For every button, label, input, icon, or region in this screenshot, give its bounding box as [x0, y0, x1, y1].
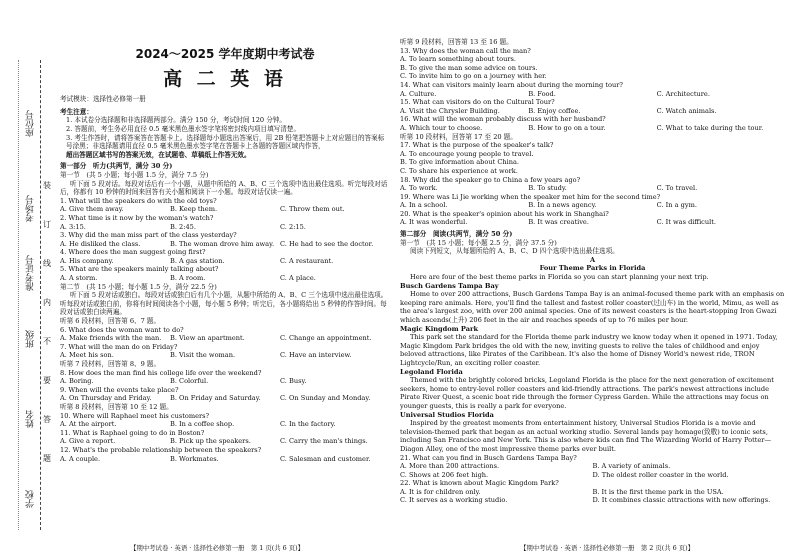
material-9: 听第 9 段材料，回答第 13 至 16 题。	[400, 38, 513, 46]
question-18: 18. Why did the speaker go to China a few years ago?	[400, 175, 581, 184]
options-7: A. Meet his son. B. Visit the woman. C. Have an interview.	[60, 351, 352, 360]
binding-word: 答	[43, 415, 51, 424]
binding-word: 线	[43, 259, 51, 268]
question-17: 17. What is the purpose of the speaker's talk?	[400, 141, 554, 150]
note-item-emphasis: 超出答题区域书写的答案无效，在试题卷、草稿纸上作答无效。	[66, 150, 251, 159]
section1-heading: 第一节 (共 5 小题；每小题 1.5 分，满分 7.5 分)	[60, 170, 209, 179]
question-12: 12. What's the probable relationship between the speakers?	[60, 445, 262, 454]
part1-heading: 第一部分 听力(共两节，满分 30 分)	[60, 162, 173, 171]
exam-year-title: 2024～2025 学年度期中考试卷	[135, 47, 315, 61]
label-class: 班级	[26, 330, 36, 348]
material-6: 听第 6 段材料，回答第 6、7 题。	[60, 317, 161, 326]
options-18: A. To work. B. To study. C. To travel.	[400, 184, 698, 193]
options-9: A. On Thursday and Friday. B. On Friday and Saturday. C. On Sunday and Monday.	[60, 394, 371, 403]
note-item: 2. 答题前，考生务必用直径 0.5 毫米黑色墨水签字笔将密封线内项目填写清楚。	[66, 124, 301, 133]
park-text-legoland: Themed with the brightly colored bricks, Legoland Florida is the place for the next generation of excitement seekers, home to entry-level roller coasters and kid-friendly attractions. The park's newest attractions include Pirate River Quest, a scenic boat ride through the former Cypress Garden. While the attractions may focus on younger guests, this is really a park for everyone.	[400, 376, 774, 410]
options-4: A. His company. B. A gas station. C. A restaurant.	[60, 256, 334, 265]
option-13c: C. To invite him to go on a journey with her.	[400, 72, 547, 81]
right-column	[400, 0, 785, 560]
part2-heading: 第二部分 阅读(共两节，满分 50 分)	[400, 230, 513, 239]
material-10: 听第 10 段材料，回答第 17 至 20 题。	[400, 132, 517, 141]
label-school: 学校	[26, 490, 36, 508]
options-10: A. At the airport. B. In a coffee shop. C. In the factory.	[60, 420, 336, 429]
question-15: 15. What can visitors do on the Cultural Tour?	[400, 98, 555, 107]
question-7: 7. What will the man do on Friday?	[60, 342, 178, 351]
binding-word: 题	[43, 454, 51, 463]
options-2: A. 3:15. B. 2:45. C. 2:15.	[60, 222, 306, 231]
options-15: A. Visit the Chrysler Building. B. Enjoy coffee. C. Watch animals.	[400, 106, 717, 115]
options-21-cd: C. Shows at 206 feet high. D. The oldest roller coaster in the world.	[400, 470, 729, 479]
section2-heading: 第二节 (共 15 小题；每小题 1.5 分，满分 22.5 分)	[60, 282, 217, 291]
question-21: 21. What can you find in Busch Gardens Tampa Bay?	[400, 453, 577, 462]
options-20: A. It was wonderful. B. It was creative. C. It was difficult.	[400, 218, 716, 227]
option-17b: B. To give information about China.	[400, 158, 520, 167]
options-3: A. He disliked the class. B. The woman drove him away. C. He had to see the doctor.	[60, 239, 374, 248]
park-text-busch: Home to over 200 attractions, Busch Gardens Tampa Bay is an animal-focused theme park with an emphasis on keeping rare animals. Here, you'll find the tallest and fastest roller coaster(过山车) in the world, Mimu, as well as the area's largest zoo, with over 200 animal species. One of its newest coasters is the heart-stopping Iron Gwazi which ascends(上升) 206 feet in the air and reaches speeds of up to 76 miles per hour.	[400, 290, 785, 324]
exam-subject-title: 高 二 英 语	[163, 67, 287, 90]
reading-section1-heading: 第一节 (共 15 小题；每小题 2.5 分，满分 37.5 分)	[400, 238, 557, 247]
question-14: 14. What can visitors mainly learn about during the morning tour?	[400, 80, 623, 89]
label-name: 姓名	[26, 410, 36, 428]
binding-warning	[43, 180, 51, 464]
options-5: A. A storm. B. A room. C. A place.	[60, 274, 316, 283]
options-8: A. Boring. B. Colorful. C. Busy.	[60, 377, 307, 386]
park-text-universal: Inspired by the greatest moments from entertainment history, Universal Studios Florida is a movie and television-themed park that began as an actual working studio. Several lands pay homage(致敬) to iconic sets, including San Francisco and New York. This is also where kids can find The Wizarding World of Harry Potter—Diagon Alley, one of the most impressive theme parks ever built.	[400, 419, 772, 453]
passage-intro: Here are four of the best theme parks in Florida so you can start planning your next trip.	[410, 273, 709, 282]
question-16: 16. What will the woman probably discuss with her husband?	[400, 115, 606, 124]
section1-instructions: 听下面 5 段对话。每段对话后有一个小题，从题中所给的 A、B、C 三个选项中选出最佳选项。听完每段对话后，你都有 10 秒钟的时间来回答有关小题和阅读下一小题。每段对话仅读一遍。	[60, 179, 388, 197]
binding-margin	[0, 0, 58, 560]
question-6: 6. What does the woman want to do?	[60, 325, 184, 334]
passage-letter: A	[589, 255, 596, 264]
park-heading-magic: Magic Kingdom Park	[400, 324, 479, 333]
question-20: 20. What is the speaker's opinion about his work in Shanghai?	[400, 209, 609, 218]
question-3: 3. Why did the man miss part of the class yesterday?	[60, 231, 237, 240]
label-seat: 座位号	[26, 110, 36, 137]
binding-word: 要	[43, 376, 51, 385]
options-6: A. Make friends with the man. B. View an apartment. C. Change an appointment.	[60, 334, 372, 343]
footer-page-1: 【期中考试卷 · 英语 · 选择性必修第一册 第 1 页(共 6 页)】	[130, 544, 305, 552]
binding-dotted-line	[18, 60, 19, 530]
note-item: 1. 本试卷分选择题和非选择题两部分。满分 150 分，考试时间 120 分钟。	[66, 116, 286, 125]
footer-page-2: 【期中考试卷 · 英语 · 选择性必修第一册 第 2 页(共 6 页)】	[520, 544, 695, 552]
option-17a: A. To encourage young people to travel.	[400, 149, 534, 158]
question-11: 11. What is Raphael going to do in Boston?	[60, 428, 205, 437]
binding-word: 不	[43, 337, 51, 346]
option-17c: C. To share his experience at work.	[400, 166, 518, 175]
options-12: A. A couple. B. Workmates. C. Salesman and customer.	[60, 454, 371, 463]
exam-scope: 考试模块：选择性必修第一册	[60, 95, 146, 104]
section2-instructions: 听下面 5 段对话或独白。每段对话或独白后有几个小题，从题中所给的 A、B、C 三个选项中选出最佳选项。听每段对话或独白前，你将有时间阅读各个小题，每小题 5 秒钟；听完后，各小题将给出 5 秒钟的作答时间。每段对话或独白读两遍。	[60, 291, 388, 317]
option-13b: B. To give the man some advice on tours.	[400, 63, 538, 72]
binding-word: 内	[43, 298, 51, 307]
question-5: 5. What are the speakers mainly talking about?	[60, 265, 219, 274]
park-heading-busch: Busch Gardens Tampa Bay	[400, 281, 499, 290]
park-heading-universal: Universal Studios Florida	[400, 410, 494, 419]
label-ticket: 准考证号	[26, 255, 36, 291]
options-21-ab: A. More than 200 attractions. B. A variety of animals.	[400, 462, 671, 471]
question-1: 1. What will the speakers do with the old toys?	[60, 196, 217, 205]
reading-instructions: 阅读下列短文，从每题所给的 A、B、C、D 四个选项中选出最佳选项。	[410, 247, 619, 256]
options-14: A. Culture. B. Food. C. Architecture.	[400, 89, 710, 98]
options-22-ab: A. It is for children only. B. It is the first theme park in the USA.	[400, 487, 724, 496]
question-13: 13. Why does the woman call the man?	[400, 46, 531, 55]
label-room: 考场号	[26, 195, 36, 222]
question-4: 4. Where does the man suggest going first?	[60, 248, 206, 257]
option-13a: A. To learn something about tours.	[400, 55, 517, 64]
options-11: A. Give a report. B. Pick up the speakers. C. Carry the man's things.	[60, 437, 368, 446]
question-10: 10. Where will Raphael meet his customers?	[60, 411, 210, 420]
options-16: A. Which tour to choose. B. How to go on a tour. C. What to take during the tour.	[400, 123, 764, 132]
options-1: A. Give them away. B. Keep them. C. Throw them out.	[60, 205, 345, 214]
options-22-cd: C. It serves as a working studio. D. It combines classic attractions with new offerings.	[400, 496, 771, 505]
question-8: 8. How does the man find his college life over the weekend?	[60, 368, 262, 377]
question-22: 22. What is known about Magic Kingdom Park?	[400, 479, 559, 488]
binding-dashed-line	[40, 60, 41, 530]
notes-heading: 考生注意：	[60, 107, 93, 116]
park-heading-legoland: Legoland Florida	[400, 367, 463, 376]
question-9: 9. When will the events take place?	[60, 385, 179, 394]
question-19: 19. Where was Li Jie working when the speaker met him for the second time?	[400, 192, 661, 201]
material-7: 听第 7 段材料，回答第 8、9 题。	[60, 360, 161, 368]
question-2: 2. What time is it now by the woman's watch?	[60, 213, 214, 222]
binding-word: 订	[43, 220, 51, 229]
binding-word: 装	[43, 181, 51, 190]
left-column	[60, 0, 390, 560]
note-item: 3. 考生作答时，请将答案答在答题卡上。选择题每小题选出答案后，用 2B 铅笔把答题卡上对应题目的答案标号涂黑；非选择题请用直径 0.5 毫米黑色墨水签字笔在答题卡上各题的答题区域内作答，	[66, 133, 385, 151]
passage-title: Four Theme Parks in Florida	[539, 264, 646, 273]
material-8: 听第 8 段材料，回答第 10 至 12 题。	[60, 402, 173, 411]
park-text-magic: This park set the standard for the Florida theme park industry we know today when it opened in 1971. Today, Magic Kingdom Park bridges the old with the new, inviting guests to relive the tales of childhood and enjoy beloved attractions, like Pirates of the Caribbean. It's also the home of Disney World's newest ride, TRON Lightcycle/Run, an exciting roller coaster.	[400, 333, 778, 367]
options-19: A. In a school. B. In a news agency. C. In a gym.	[400, 201, 697, 210]
